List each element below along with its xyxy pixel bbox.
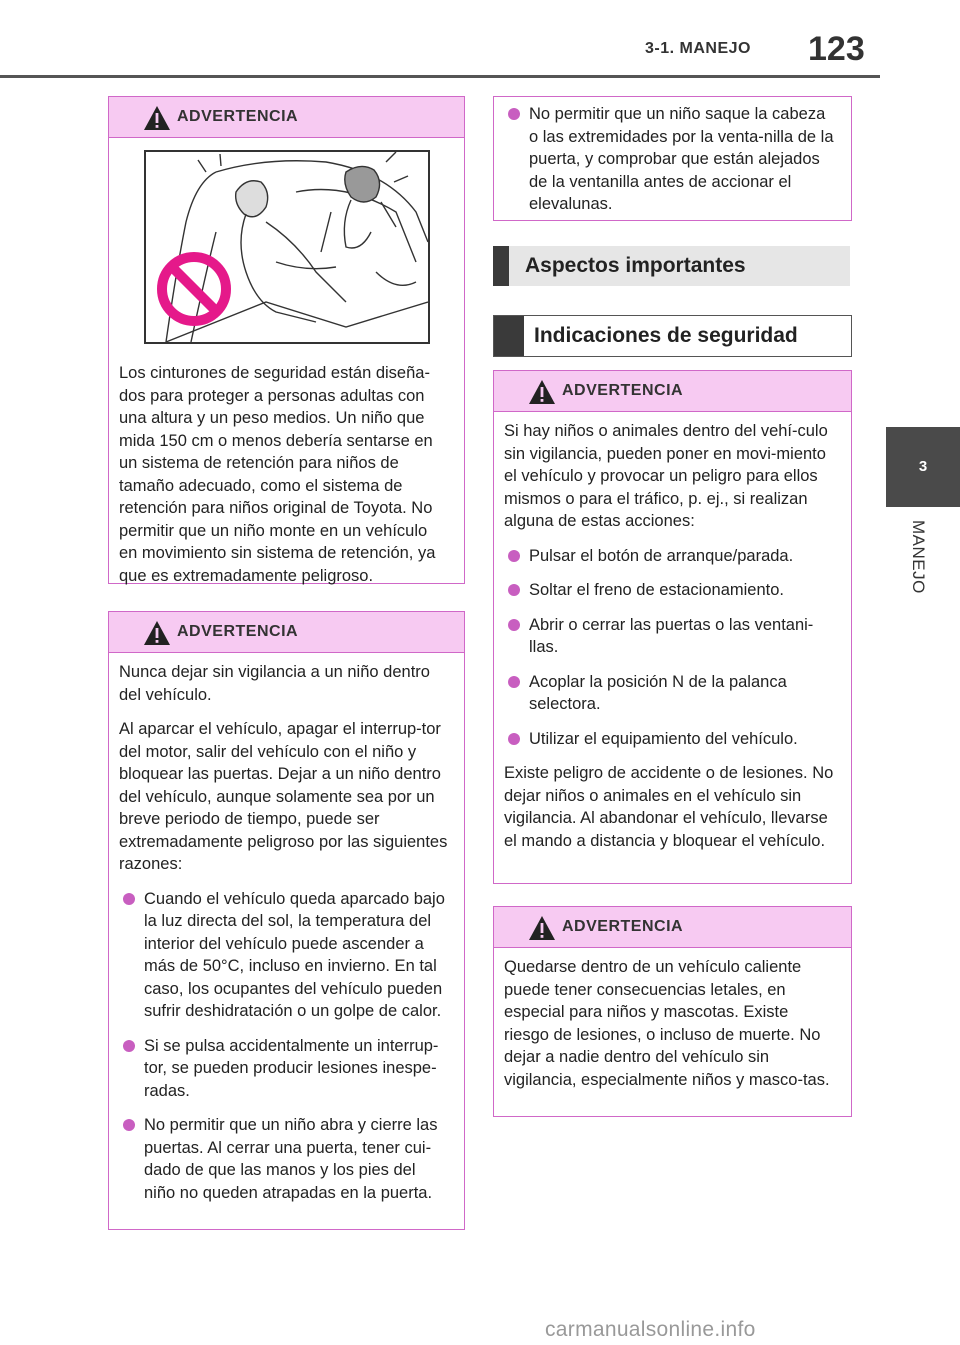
list-item <box>504 579 837 602</box>
section-title: 3-1. MANEJO <box>645 40 751 57</box>
list-item <box>504 103 837 216</box>
heading-text: Indicaciones de seguridad <box>534 324 798 347</box>
bullet-dot-icon <box>508 733 520 745</box>
heading-accent <box>494 316 524 356</box>
chapter-tab: 3 <box>886 427 960 507</box>
heading-text: Aspectos importantes <box>525 254 746 277</box>
warning-box-unattended-child <box>108 611 465 1230</box>
list-item <box>119 1114 450 1204</box>
watermark: carmanualsonline.info <box>545 1318 756 1341</box>
chapter-side-label <box>898 520 938 610</box>
list-item <box>504 728 837 751</box>
warning-paragraph: Al aparcar el vehículo, apagar el interrup-tor del motor, salir del vehículo con el niño y bloquear las puertas. Dejar a un niño dentro del vehículo, aunque solamente sea por un breve periodo de tiempo, puede ser extremadamente peligroso por las siguientes razones: <box>119 720 448 873</box>
list-item <box>504 671 837 716</box>
warning-box-children-animals <box>493 370 852 884</box>
bullet-dot-icon <box>123 1040 135 1052</box>
warning-header <box>109 97 464 138</box>
header-rule <box>0 75 880 78</box>
warning-paragraph: Existe peligro de accidente o de lesiones. No dejar niños o animales en el vehículo sin vigilancia. Al abandonar el vehículo, llevarse el mando a distancia y bloquear el vehículo. <box>504 764 834 850</box>
list-item-text: No permitir que un niño abra y cierre las puertas. Al cerrar una puerta, tener cui-dado de que las manos y los pies del niño no queden atrapadas en la puerta. <box>144 1116 438 1202</box>
section-heading-safety <box>493 315 852 357</box>
list-item <box>119 888 450 1023</box>
child-airbag-illustration <box>144 150 430 344</box>
warning-header <box>494 371 851 412</box>
list-item-text: Cuando el vehículo queda aparcado bajo la luz directa del sol, la temperatura del interior del vehículo puede ascender a más de 50°C, incluso en invierno. En tal caso, los ocupantes del vehículo pueden sufrir deshidratación o un golpe de calor. <box>144 889 445 1020</box>
bullet-dot-icon <box>123 893 135 905</box>
warning-text: Los cinturones de seguridad están diseña-dos para proteger a personas adultas con una altura y un peso medios. Un niño que mida 150 cm o menos debería sentarse en un sistema de retención para niños de tamaño adecuado, como el sistema de retención para niños original de Toyota. No permitir que un niño monte en un vehículo en movimiento sin sistema de retención, ya que es extremadamente peligroso. <box>119 364 436 585</box>
bullet-dot-icon <box>508 676 520 688</box>
warning-icon <box>528 379 556 405</box>
bullet-dot-icon <box>508 619 520 631</box>
heading-accent <box>493 246 509 286</box>
warning-box-seatbelts <box>108 96 465 584</box>
warning-box-hot-vehicle <box>493 906 852 1117</box>
bullet-dot-icon <box>508 550 520 562</box>
list-item-text: Si se pulsa accidentalmente un interrup-tor, se pueden producir lesiones inespe-radas. <box>144 1036 439 1100</box>
bullet-dot-icon <box>123 1119 135 1131</box>
warning-header <box>494 907 851 948</box>
list-item <box>119 1035 450 1103</box>
list-item-text: Acoplar la posición N de la palanca selectora. <box>529 672 787 713</box>
warning-text: Quedarse dentro de un vehículo caliente puede tener consecuencias letales, en especial para niños y mascotas. Existe riesgo de lesiones, o incluso de muerte. No dejar a nadie dentro del vehículo sin vigilancia, especialmente niños y masco-tas. <box>504 958 830 1089</box>
bullet-dot-icon <box>508 584 520 596</box>
warning-paragraph: Si hay niños o animales dentro del vehí-culo sin vigilancia, pueden poner en movi-miento el vehículo y provocar un peligro para ellos mismos o para el tráfico, p. ej., si realizan alguna de estas acciones: <box>504 422 828 530</box>
warning-icon <box>143 620 171 646</box>
list-item <box>504 545 837 568</box>
list-item-text: Utilizar el equipamiento del vehículo. <box>529 729 798 748</box>
warning-icon <box>143 105 171 131</box>
list-item-text: Soltar el freno de estacionamiento. <box>529 581 784 599</box>
section-heading-important <box>493 246 850 286</box>
warning-box-continuation <box>493 96 852 221</box>
warning-label: ADVERTENCIA <box>562 382 684 399</box>
list-item <box>504 614 837 659</box>
list-item-text: Pulsar el botón de arranque/parada. <box>529 546 794 565</box>
warning-paragraph: Nunca dejar sin vigilancia a un niño dentro del vehículo. <box>119 663 430 704</box>
warning-icon <box>528 915 556 941</box>
chapter-label-text: MANEJO <box>909 520 928 594</box>
warning-header <box>109 612 464 653</box>
warning-label: ADVERTENCIA <box>562 918 684 935</box>
warning-label: ADVERTENCIA <box>177 623 299 640</box>
list-item-text: Abrir o cerrar las puertas o las ventani-llas. <box>529 615 814 656</box>
list-item-text: No permitir que un niño saque la cabeza o las extremidades por la venta-nilla de la puerta, y comprobar que están alejados de la ventanilla antes de accionar el elevalunas. <box>529 105 834 213</box>
bullet-dot-icon <box>508 108 520 120</box>
illustration-drawing <box>146 152 428 342</box>
warning-label: ADVERTENCIA <box>177 108 299 125</box>
page-number: 123 <box>808 30 865 68</box>
